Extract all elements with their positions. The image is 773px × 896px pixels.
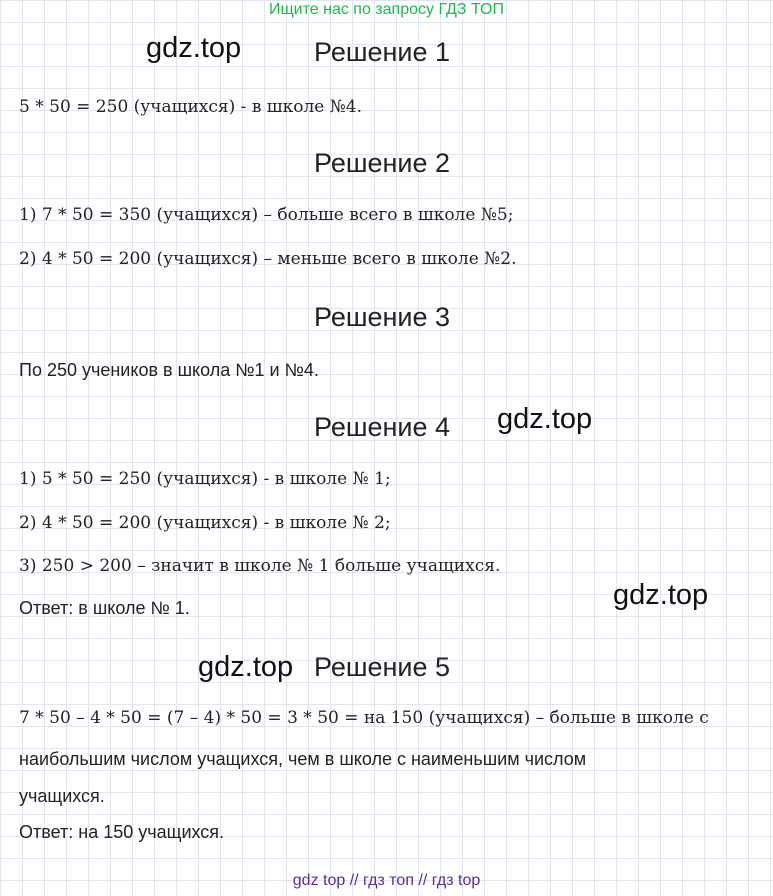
solution-heading: Решение 2 [314, 148, 451, 178]
solution-heading: Решение 1 [314, 37, 451, 67]
solution-line: 7 * 50 – 4 * 50 = (7 – 4) * 50 = 3 * 50 = на 150 (учащихся) – больше в школе с [19, 708, 709, 728]
footer-links: gdz top // гдз топ // гдз top [292, 872, 481, 889]
watermark: gdz.top [613, 579, 709, 611]
watermark: gdz.top [198, 651, 294, 683]
solution-answer: Ответ: в школе № 1. [19, 598, 190, 618]
solution-line: 3) 250 > 200 – значит в школе № 1 больше учащихся. [19, 556, 501, 576]
watermark: gdz.top [146, 32, 242, 64]
solution-line: учащихся. [19, 786, 105, 806]
solution-line: 5 * 50 = 250 (учащихся) - в школе №4. [19, 97, 363, 117]
solution-line: По 250 учеников в школа №1 и №4. [19, 360, 319, 380]
search-banner: Ищите нас по запросу ГДЗ ТОП [269, 1, 504, 18]
solution-heading: Решение 3 [314, 302, 451, 332]
solution-line: 2) 4 * 50 = 200 (учащихся) – меньше всего в школе №2. [19, 249, 517, 269]
solution-line: 1) 7 * 50 = 350 (учащихся) – больше всего в школе №5; [19, 205, 514, 225]
solution-heading: Решение 5 [314, 652, 451, 682]
solution-line: 1) 5 * 50 = 250 (учащихся) - в школе № 1; [19, 469, 391, 489]
watermark: gdz.top [497, 403, 593, 435]
solution-line: 2) 4 * 50 = 200 (учащихся) - в школе № 2; [19, 513, 391, 533]
solution-line: наибольшим числом учащихся, чем в школе с наименьшим числом [19, 749, 587, 769]
solution-heading: Решение 4 [314, 412, 451, 442]
solution-answer: Ответ: на 150 учащихся. [19, 822, 225, 842]
